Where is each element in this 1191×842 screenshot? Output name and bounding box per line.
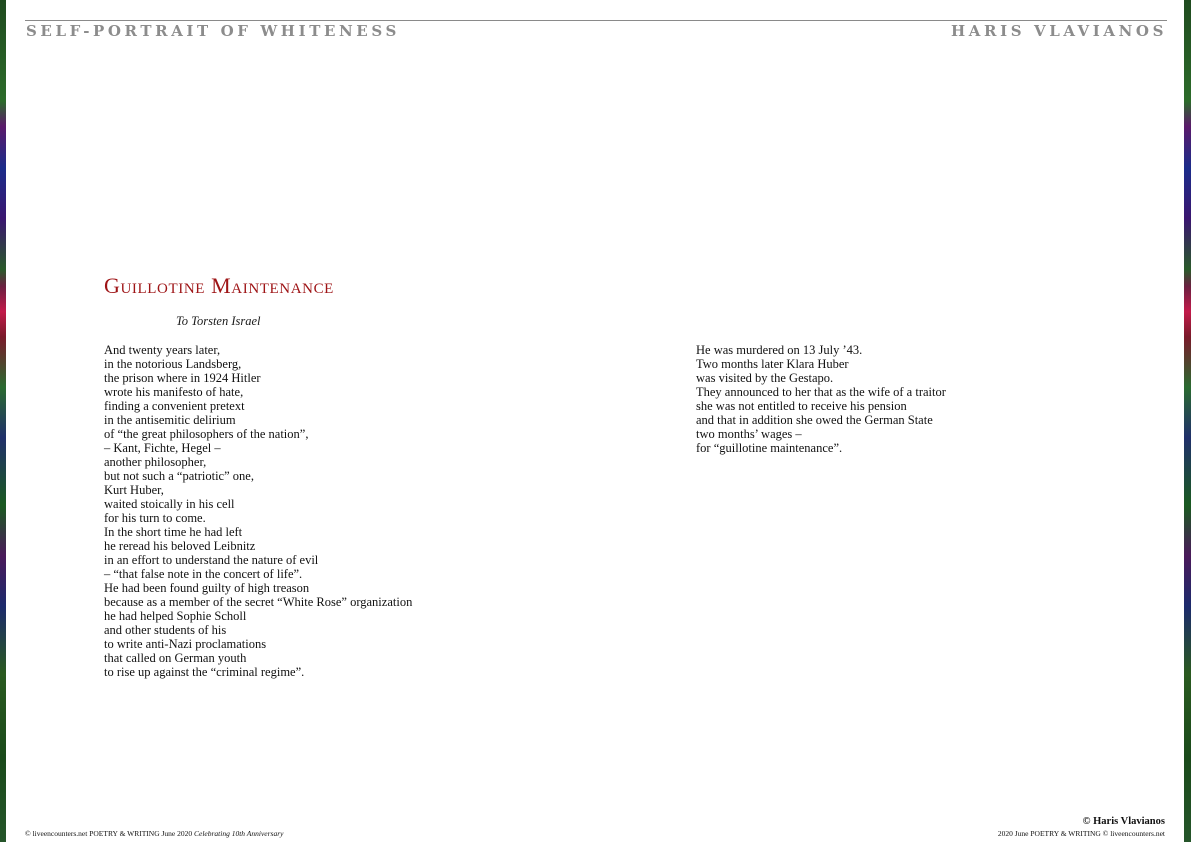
poem-line: Two months later Klara Huber [696,357,849,371]
poem-line: He was murdered on 13 July ’43. [696,343,863,357]
poem-line: Kurt Huber, [104,483,164,497]
poem-line: that called on German youth [104,651,247,665]
poem-line: he had helped Sophie Scholl [104,609,247,623]
poem-line: because as a member of the secret “White Rose” organization [104,595,413,609]
poem-line: And twenty years later, [104,343,221,357]
poem-line: finding a convenient pretext [104,399,245,413]
poem-line: another philosopher, [104,455,207,469]
footer-left-italic: Celebrating 10th Anniversary [194,829,284,838]
publication-section-title: SELF-PORTRAIT OF WHITENESS [26,22,400,40]
footer-left-text: © liveencounters.net POETRY & WRITING June 2020 [25,829,195,838]
copyright-notice: © Haris Vlavianos [1082,816,1165,827]
poem-line: the prison where in 1924 Hitler [104,371,261,385]
poem-line: for his turn to come. [104,511,206,525]
author-name-header: HARIS VLAVIANOS [951,22,1167,40]
poem-dedication: To Torsten Israel [176,314,261,328]
poem-line: wrote his manifesto of hate, [104,385,244,399]
poem-line: in an effort to understand the nature of evil [104,553,319,567]
poem-line: for “guillotine maintenance”. [696,441,843,455]
poem-line: and other students of his [104,623,227,637]
poem-line: He had been found guilty of high treason [104,581,310,595]
poem-line: in the notorious Landsberg, [104,357,242,371]
poem-line: – “that false note in the concert of life”. [104,567,303,581]
poem-line: They announced to her that as the wife of a traitor [696,385,946,399]
poem-line: in the antisemitic delirium [104,413,236,427]
poem-line: and that in addition she owed the German State [696,413,933,427]
poem-line: she was not entitled to receive his pension [696,399,907,413]
poem-right-column [696,343,946,455]
poem-line: to write anti-Nazi proclamations [104,637,267,651]
poem-line: he reread his beloved Leibnitz [104,539,256,553]
poem-line: to rise up against the “criminal regime”. [104,665,305,679]
poem-line: two months’ wages – [696,427,802,441]
poem-line: In the short time he had left [104,525,243,539]
decorative-left-border [0,0,6,842]
poem-line: – Kant, Fichte, Hegel – [104,441,221,455]
poem-line: was visited by the Gestapo. [696,371,834,385]
header-rule [25,20,1167,21]
footer-right: 2020 June POETRY & WRITING © liveencounters.net [997,829,1165,838]
poem-line: of “the great philosophers of the nation”, [104,427,309,441]
footer-left [25,829,283,838]
poem-line: but not such a “patriotic” one, [104,469,254,483]
decorative-right-border [1184,0,1191,842]
poem-title: Guillotine Maintenance [104,273,334,298]
poem-left-column [104,343,412,679]
poem-line: waited stoically in his cell [104,497,235,511]
